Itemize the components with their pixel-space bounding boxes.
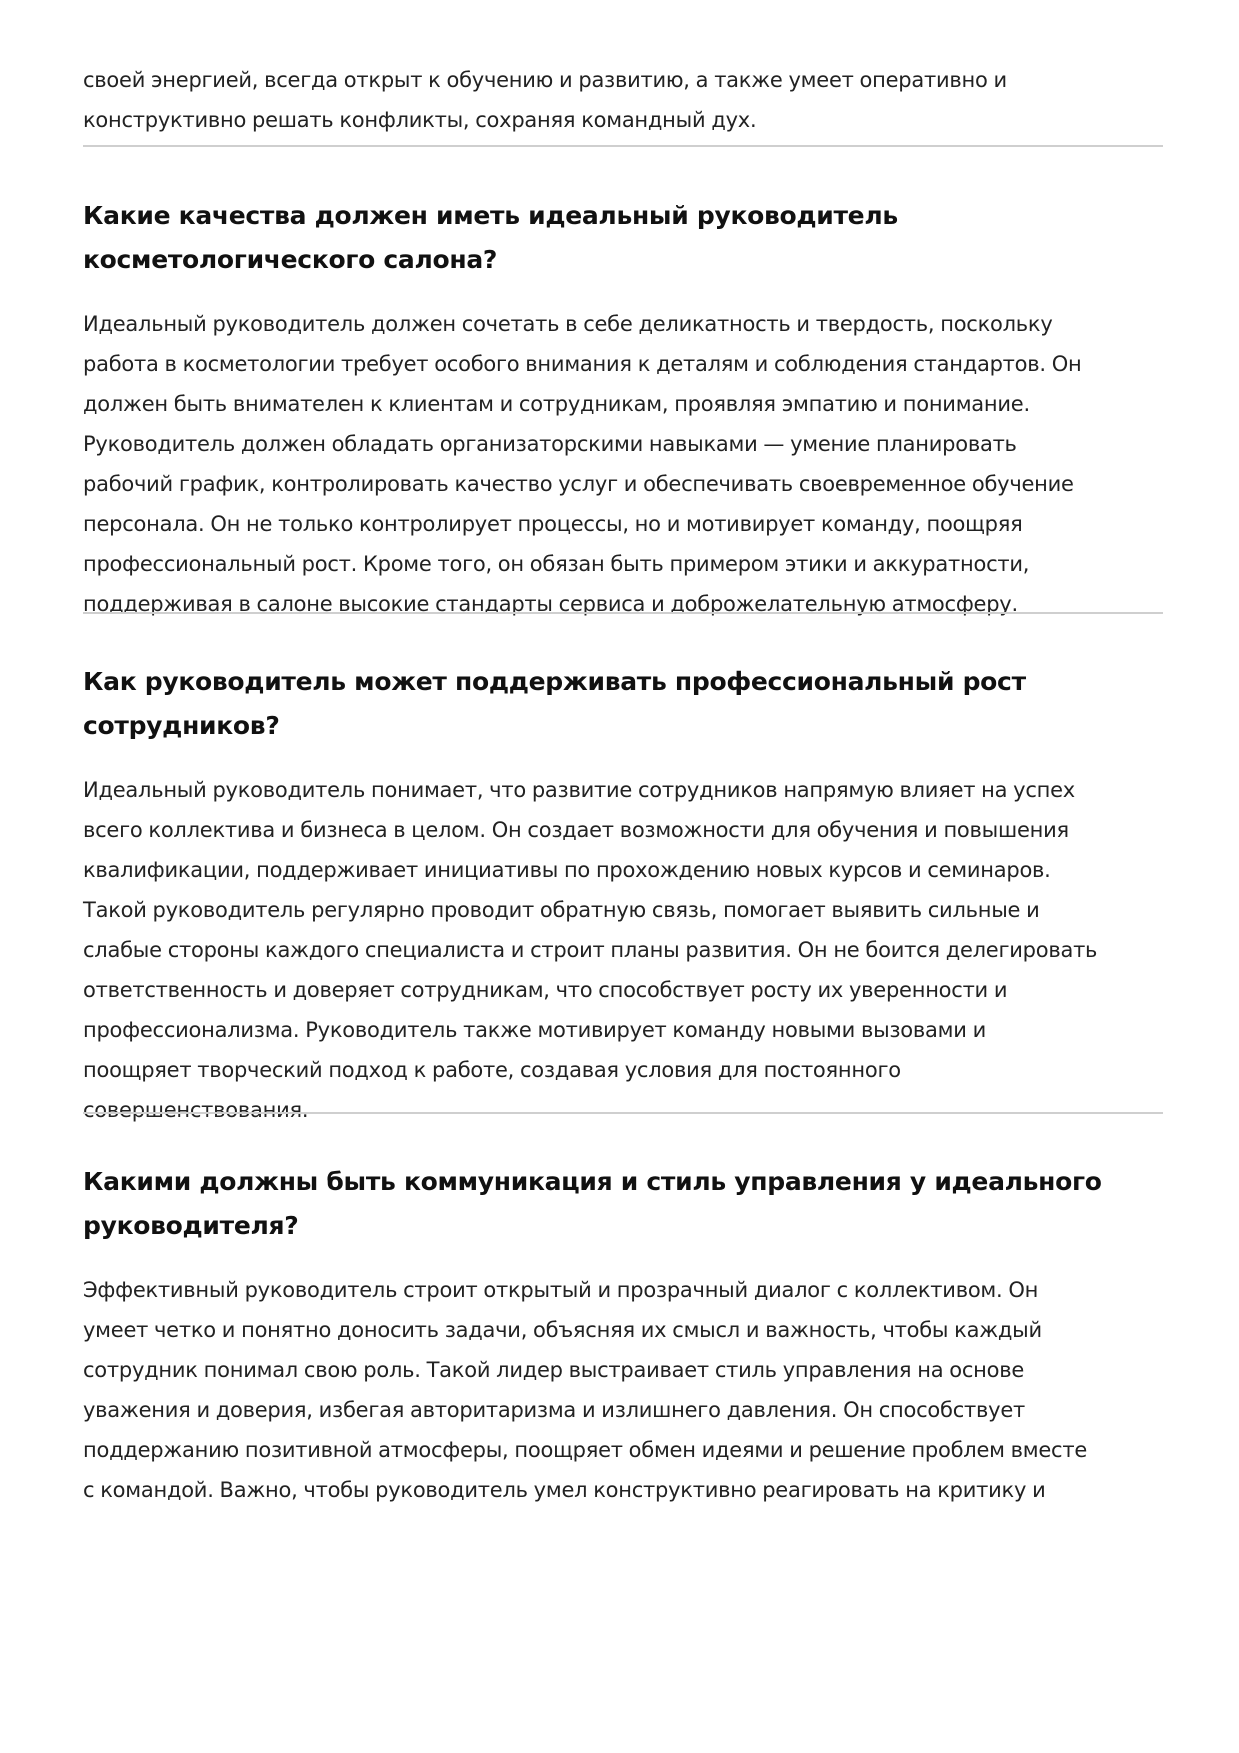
paragraph-line: ответственность и доверяет сотрудникам, что способствует росту их уверенности и — [83, 978, 1008, 1002]
faq-section-qualities — [83, 194, 1163, 624]
paragraph-line: всего коллектива и бизнеса в целом. Он создает возможности для обучения и повышения — [83, 818, 1069, 842]
paragraph-line: Идеальный руководитель должен сочетать в себе деликатность и твердость, поскольку — [83, 312, 1053, 336]
heading-line: Какие качества должен иметь идеальный руководитель — [83, 201, 898, 230]
section-heading — [83, 1160, 1163, 1248]
paragraph-line: уважения и доверия, избегая авторитаризма и излишнего давления. Он способствует — [83, 1398, 1025, 1422]
section-paragraph — [83, 1270, 1163, 1510]
section-paragraph — [83, 770, 1163, 1130]
section-divider — [83, 1112, 1163, 1114]
faq-section-growth — [83, 660, 1163, 1130]
heading-line: сотрудников? — [83, 711, 280, 740]
heading-line: Какими должны быть коммуникация и стиль управления у идеального — [83, 1167, 1102, 1196]
paragraph-line: рабочий график, контролировать качество услуг и обеспечивать своевременное обучение — [83, 472, 1074, 496]
heading-line: руководителя? — [83, 1211, 299, 1240]
paragraph-line: профессионализма. Руководитель также мотивирует команду новыми вызовами и — [83, 1018, 986, 1042]
paragraph-line: работа в косметологии требует особого внимания к деталям и соблюдения стандартов. Он — [83, 352, 1082, 376]
section-paragraph — [83, 304, 1163, 624]
paragraph-line: поддерживая в салоне высокие стандарты сервиса и доброжелательную атмосферу. — [83, 592, 1018, 616]
paragraph-line: конструктивно решать конфликты, сохраняя командный дух. — [83, 108, 757, 132]
paragraph-line: должен быть внимателен к клиентам и сотрудникам, проявляя эмпатию и понимание. — [83, 392, 1030, 416]
paragraph-line: поощряет творческий подход к работе, создавая условия для постоянного — [83, 1058, 901, 1082]
intro-paragraph-block — [83, 60, 1163, 140]
paragraph-line: сотрудник понимал свою роль. Такой лидер выстраивает стиль управления на основе — [83, 1358, 1025, 1382]
paragraph-line: поддержанию позитивной атмосферы, поощряет обмен идеями и решение проблем вместе — [83, 1438, 1087, 1462]
paragraph-line: умеет четко и понятно доносить задачи, объясняя их смысл и важность, чтобы каждый — [83, 1318, 1042, 1342]
paragraph-line: совершенствования. — [83, 1098, 309, 1122]
paragraph-line: Такой руководитель регулярно проводит обратную связь, помогает выявить сильные и — [83, 898, 1040, 922]
paragraph-line: своей энергией, всегда открыт к обучению и развитию, а также умеет оперативно и — [83, 68, 1007, 92]
intro-paragraph — [83, 60, 1163, 140]
heading-line: Как руководитель может поддерживать профессиональный рост — [83, 667, 1026, 696]
section-divider — [83, 612, 1163, 614]
section-heading — [83, 660, 1163, 748]
paragraph-line: Эффективный руководитель строит открытый и прозрачный диалог с коллективом. Он — [83, 1278, 1039, 1302]
paragraph-line: профессиональный рост. Кроме того, он обязан быть примером этики и аккуратности, — [83, 552, 1030, 576]
heading-line: косметологического салона? — [83, 245, 498, 274]
paragraph-line: с командой. Важно, чтобы руководитель умел конструктивно реагировать на критику и — [83, 1478, 1046, 1502]
paragraph-line: слабые стороны каждого специалиста и строит планы развития. Он не боится делегировать — [83, 938, 1098, 962]
paragraph-line: квалификации, поддерживает инициативы по прохождению новых курсов и семинаров. — [83, 858, 1051, 882]
faq-section-communication — [83, 1160, 1163, 1510]
paragraph-line: Руководитель должен обладать организаторскими навыками — умение планировать — [83, 432, 1017, 456]
paragraph-line: Идеальный руководитель понимает, что развитие сотрудников напрямую влияет на успех — [83, 778, 1075, 802]
paragraph-line: персонала. Он не только контролирует процессы, но и мотивирует команду, поощряя — [83, 512, 1023, 536]
section-heading — [83, 194, 1163, 282]
section-divider — [83, 145, 1163, 147]
